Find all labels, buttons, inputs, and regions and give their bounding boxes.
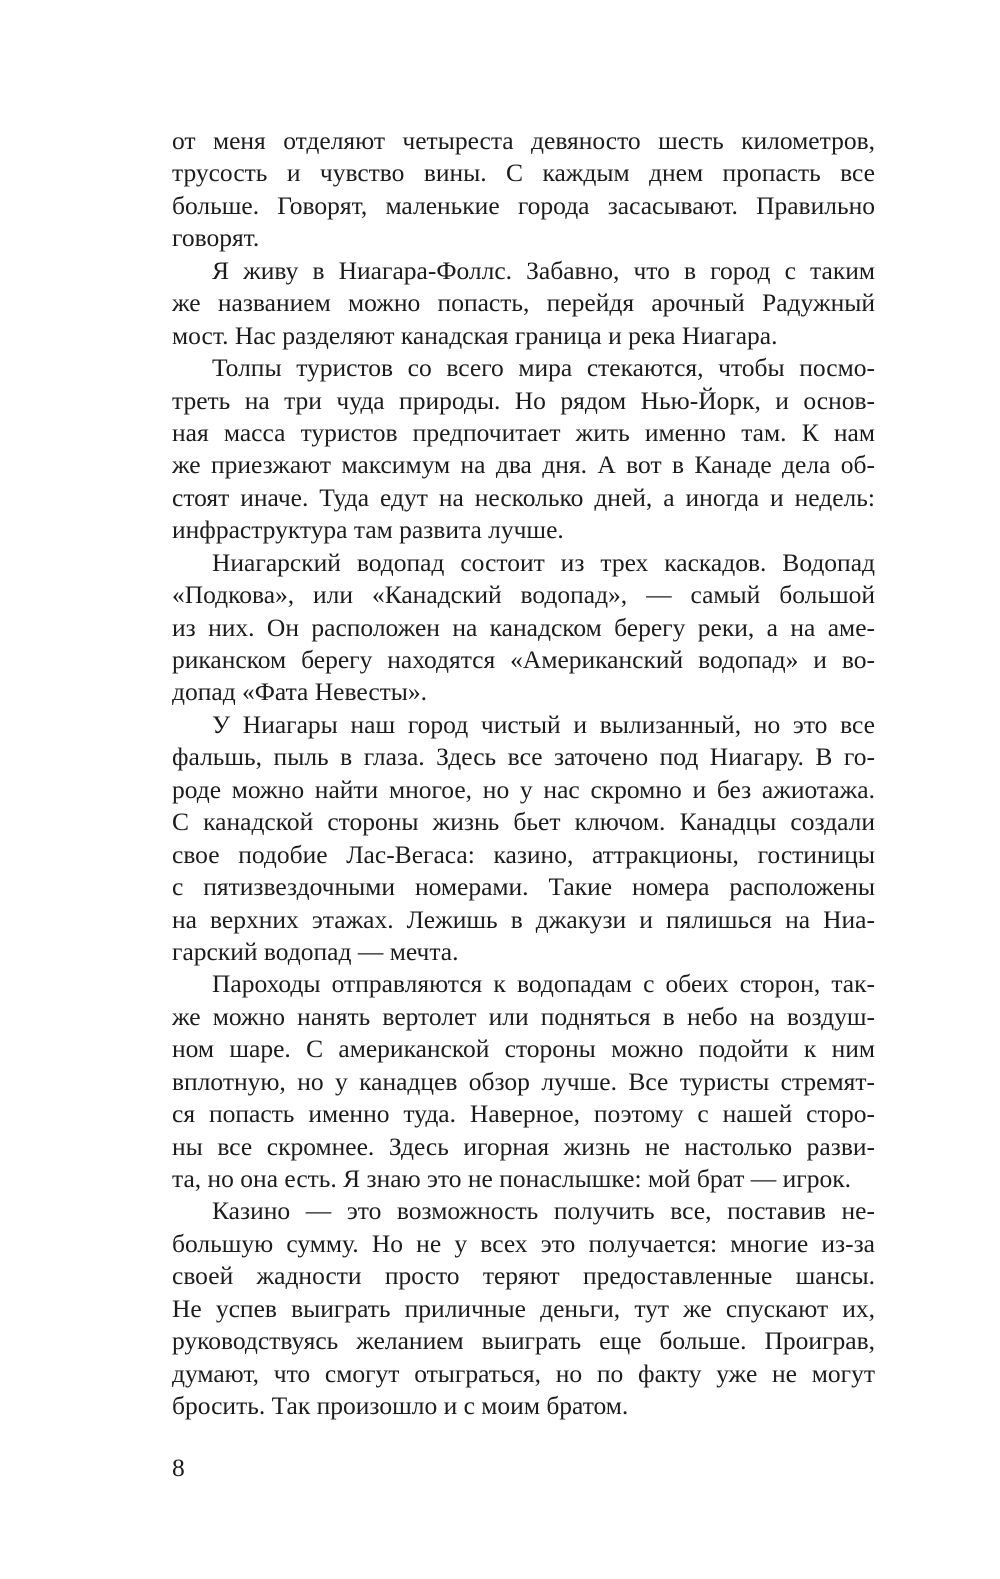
text-line: ся попасть именно туда. Наверное, поэтому с нашей сторо-: [172, 1099, 875, 1129]
text-line: фальшь, пыль в глаза. Здесь все заточено под Ниагару. В го-: [172, 742, 875, 772]
text-line: треть на три чуда природы. Но рядом Нью-Йорк, и основ-: [172, 385, 875, 415]
text-line: ны все скромнее. Здесь игорная жизнь не настолько разви-: [172, 1131, 875, 1161]
text-line: же названием можно попасть, перейдя арочный Радужный: [172, 288, 875, 318]
text-line: больше. Говорят, маленькие города засасывают. Правильно: [172, 190, 875, 220]
text-line: из них. Он расположен на канадском берегу реки, а на аме-: [172, 612, 875, 642]
text-line: Казино — это возможность получить все, поставив не-: [212, 1196, 875, 1226]
text-line: С канадской стороны жизнь бьет ключом. Канадцы создали: [172, 807, 875, 837]
text-line: свое подобие Лас-Вегаса: казино, аттракционы, гостиницы: [172, 839, 875, 869]
text-line: инфраструктура там развита лучше.: [172, 515, 564, 545]
text-line: допад «Фата Невесты».: [172, 677, 428, 707]
text-line: думают, что смогут отыграться, но по факту уже не могут: [172, 1358, 875, 1388]
text-line: «Подкова», или «Канадский водопад», — самый большой: [172, 580, 875, 610]
text-line: та, но она есть. Я знаю это не понаслышке: мой брат — игрок.: [172, 1164, 851, 1193]
text-line: стоят иначе. Туда едут на несколько дней, а иногда и недель:: [172, 482, 875, 512]
text-line: большую сумму. Но не у всех это получается: многие из-за: [172, 1228, 875, 1258]
text-line: Не успев выиграть приличные деньги, тут же спускают их,: [172, 1293, 875, 1323]
text-line: гарский водопад — мечта.: [172, 936, 459, 966]
text-line: на верхних этажах. Лежишь в джакузи и пялишься на Ниа-: [172, 904, 875, 934]
text-line: ная масса туристов предпочитает жить именно там. К нам: [172, 417, 875, 447]
text-line: бросить. Так произошло и с моим братом.: [172, 1391, 629, 1421]
text-line: вплотную, но у канадцев обзор лучше. Все туристы стремят-: [172, 1066, 875, 1096]
text-line: Толпы туристов со всего мира стекаются, чтобы посмо-: [212, 353, 875, 383]
body-text: [172, 125, 875, 1423]
text-line: от меня отделяют четыреста девяносто шесть километров,: [172, 126, 875, 155]
text-line: же можно нанять вертолет или подняться в небо на воздуш-: [172, 1001, 875, 1031]
text-line: Пароходы отправляются к водопадам с обеих сторон, так-: [212, 969, 875, 999]
text-line: Ниагарский водопад состоит из трех каскадов. Водопад: [212, 547, 875, 577]
text-line: руководствуясь желанием выиграть еще больше. Проиграв,: [172, 1326, 875, 1356]
text-line: трусость и чувство вины. С каждым днем пропасть все: [172, 158, 875, 188]
text-line: же приезжают максимум на два дня. А вот в Канаде дела об-: [172, 450, 875, 480]
text-line: ном шаре. С американской стороны можно подойти к ним: [172, 1034, 875, 1064]
text-line: мост. Нас разделяют канадская граница и река Ниагара.: [172, 320, 778, 350]
text-line: говорят.: [172, 223, 260, 253]
text-line: своей жадности просто теряют предоставленные шансы.: [172, 1261, 875, 1291]
page-number: 8: [172, 1453, 185, 1482]
text-line: с пятизвездочными номерами. Такие номера расположены: [172, 872, 875, 902]
text-line: У Ниагары наш город чистый и вылизанный, но это все: [212, 709, 875, 739]
text-line: роде можно найти многое, но у нас скромно и без ажиотажа.: [172, 774, 875, 804]
text-line: Я живу в Ниагара-Фоллс. Забавно, что в город с таким: [212, 255, 875, 285]
text-line: риканском берегу находятся «Американский водопад» и во-: [172, 645, 875, 674]
